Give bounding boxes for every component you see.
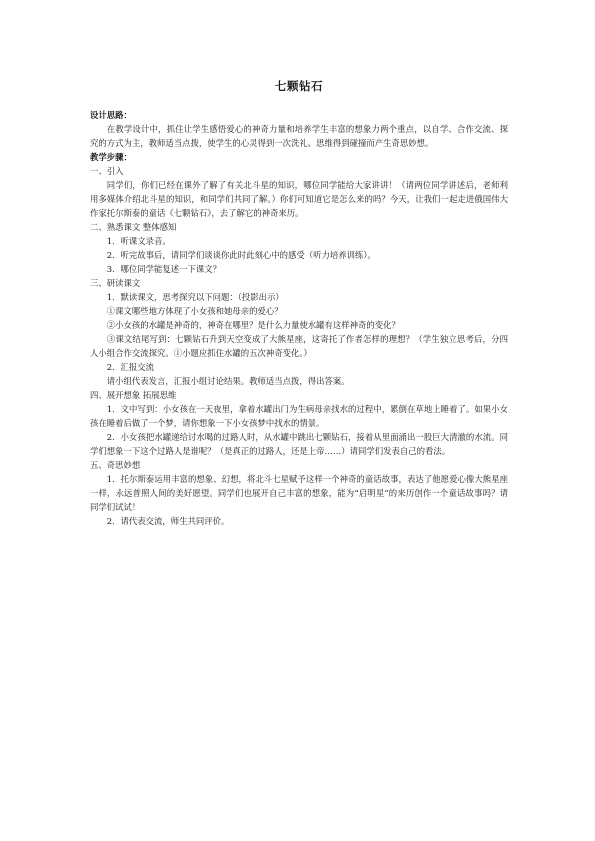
section-paragraph: 请小组代表发言，汇报小组讨论结果。教师适当点拨，得出答案。 [106, 376, 350, 386]
design-heading: 设计思路： [90, 110, 132, 120]
section-paragraph: ③课文结尾写到：七颗钻石升到天空变成了大熊星座，这寄托了作者怎样的理想？（学生独立思考后，分四人小组合作交流探究。①小题应抓住水罐的五次神奇变化。） [90, 334, 508, 358]
section-paragraph: 2．汇报交流 [106, 362, 154, 372]
steps-heading: 教学步骤： [90, 152, 132, 162]
section-paragraph: 2．听完故事后，请同学们谈谈你此时此刻心中的感受（听力培养训练）。 [106, 250, 376, 260]
document-content [90, 78, 508, 528]
section-paragraph: 2．请代表交流，师生共同评价。 [106, 516, 230, 526]
section-heading: 三、研读课文 [90, 278, 141, 288]
section-paragraph: 3．哪位同学能复述一下课文？ [106, 264, 221, 274]
section-heading: 五、奇思妙想 [90, 460, 141, 470]
section-paragraph: 1．听课文录音。 [106, 236, 171, 246]
section-heading: 二、熟悉课文 整体感知 [90, 222, 177, 232]
page-title: 七颗钻石 [275, 79, 323, 93]
section-paragraph: 2．小女孩把水罐递给讨水喝的过路人时，从水罐中跳出七颗钻石，接着从里面涌出一股巨大清澈的水流。同学们想象一下这个过路人是谁呢？（是真正的过路人，还是上帝……）请同学们发表自己的看法。 [90, 432, 508, 456]
section-paragraph: 1．托尔斯泰运用丰富的想象、幻想，将北斗七星赋予这样一个神奇的童话故事，表达了他愿爱心像大熊星座一样，永远普照人间的美好愿望。同学们也展开自己丰富的想象，能为“启明星”的来历创作一个童话故事吗？请同学们试试！ [90, 474, 508, 512]
section-paragraph: 同学们，你们已经在课外了解了有关北斗星的知识，哪位同学能给大家讲讲！（请两位同学讲述后，老师利用多媒体介绍北斗星的知识，和同学们共同了解。）你们可知道它是怎么来的吗？今天，让我们一起走进俄国伟大作家托尔斯泰的童话《七颗钻石》，去了解它的神奇来历。 [90, 180, 508, 218]
design-text: 在教学设计中，抓住让学生感悟爱心的神奇力量和培养学生丰富的想象力两个重点，以自学、合作交流、探究的方式为主，教师适当点拨，使学生的心灵得到一次洗礼、思维得到碰撞而产生奇思妙想。 [90, 124, 508, 148]
section-heading: 一、引入 [90, 166, 124, 176]
section-paragraph: 1．默读课文，思考探究以下问题：（投影出示） [106, 292, 284, 302]
section-paragraph: ②小女孩的水罐是神奇的，神奇在哪里？是什么力量使水罐有这样神奇的变化？ [106, 320, 400, 330]
section-paragraph: ①课文哪些地方体现了小女孩和她母亲的爱心？ [106, 306, 283, 316]
section-paragraph: 1．文中写到：小女孩在一天夜里，拿着水罐出门为生病母亲找水的过程中，累倒在草地上睡着了。如果小女孩在睡着后做了一个梦，请你想象一下小女孩梦中找水的情景。 [90, 404, 508, 428]
steps-sections [90, 164, 508, 528]
section-heading: 四、展开想象 拓展思维 [90, 390, 177, 400]
